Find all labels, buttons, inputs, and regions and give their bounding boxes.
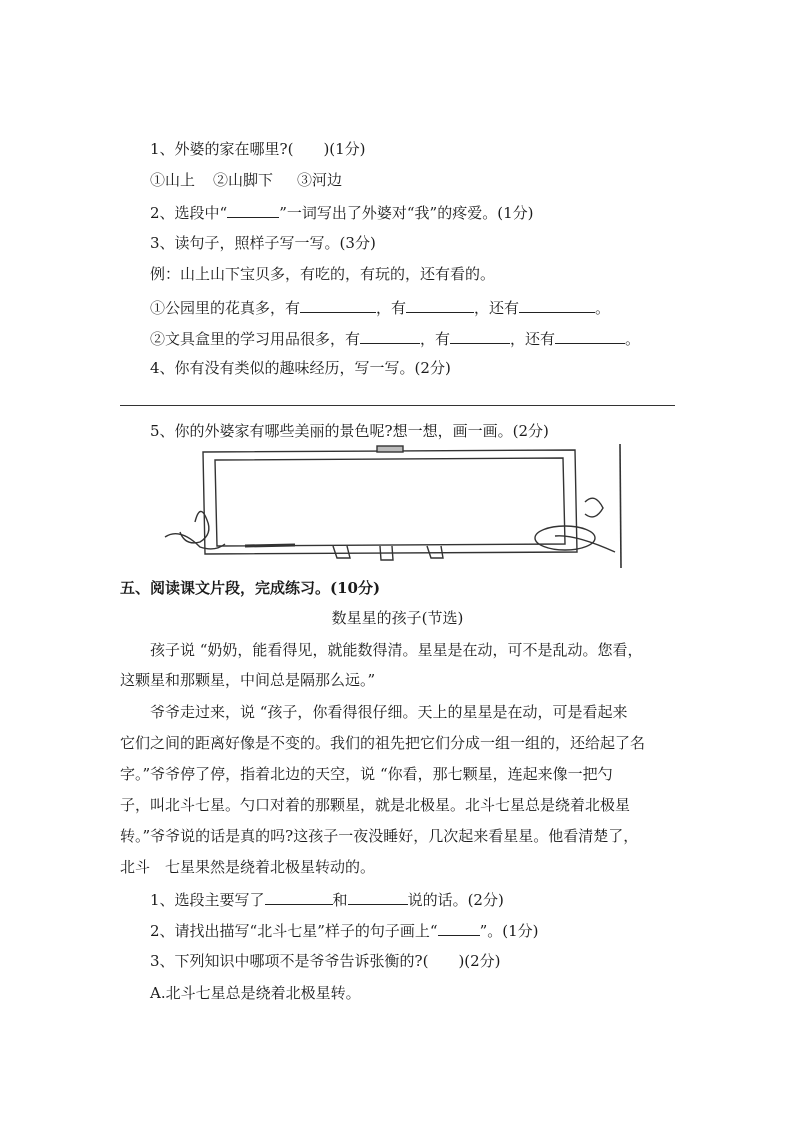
question-4-1: 1、外婆的家在哪里?( )(1分) (150, 140, 366, 158)
question-4-1-options (150, 170, 342, 190)
sentence-1: ①公园里的花真多，有 ，有 ，还有 。 (150, 296, 610, 318)
option-1: ①山上 (150, 171, 196, 189)
answer-blank[interactable] (450, 327, 510, 344)
answer-blank[interactable] (555, 327, 625, 344)
passage-line: 字。”爷爷停了停，指着北边的天空，说 “你看，那七颗星，连起来像一把勺 (120, 765, 613, 783)
passage-line: 爷爷走过来，说 “孩子，你看得很仔细。天上的星星是在动，可是看起来 (150, 703, 628, 721)
frame-leg-3 (427, 546, 443, 558)
example-sentence: 例：山上山下宝贝多，有吃的，有玩的，还有看的。 (150, 265, 496, 283)
frame-leg-1 (333, 546, 350, 558)
frame-bottom-edge (245, 545, 295, 546)
question-4-4: 4、你有没有类似的趣味经历，写一写。(2分) (150, 359, 451, 377)
question-5-2: 2、请找出描写“北斗七星”样子的句子画上“ ”。(1分) (150, 919, 538, 941)
question-4-3: 3、读句子，照样子写一写。(3分) (150, 234, 376, 252)
sentence-2: ②文具盒里的学习用品很多，有 ，有 ，还有 。 (150, 327, 640, 349)
answer-line[interactable] (120, 405, 675, 406)
passage-line: 孩子说 “奶奶，能看得见，就能数得清。星星是在动，可不是乱动。您看， (150, 641, 643, 659)
frame-side-stick (620, 444, 621, 568)
answer-blank[interactable] (227, 201, 279, 218)
leaf-right (585, 498, 603, 517)
section-5-heading: 五、阅读课文片段，完成练习。(10分) (120, 579, 381, 597)
option-3: ③河边 (297, 171, 343, 189)
passage-line: 转。”爷爷说的话是真的吗?这孩子一夜没睡好，几次起来看星星。他看清楚了， (120, 827, 639, 845)
answer-blank[interactable] (519, 296, 595, 313)
passage-line: 子，叫北斗七星。勺口对着的那颗星，就是北极星。北斗七星总是绕着北极星 (120, 796, 631, 814)
answer-blank[interactable] (406, 296, 474, 313)
question-4-2: 2、选段中“ ”一词写出了外婆对“我”的疼爱。(1分) (150, 201, 533, 223)
question-5-3: 3、下列知识中哪项不是爷爷告诉张衡的?( )(2分) (150, 952, 501, 970)
passage-line: 这颗星和那颗星，中间总是隔那么远。” (120, 671, 376, 689)
answer-blank[interactable] (265, 888, 333, 905)
answer-blank[interactable] (438, 919, 480, 936)
question-5-1: 1、选段主要写了 和 说的话。(2分) (150, 888, 504, 910)
answer-blank[interactable] (360, 327, 420, 344)
passage-line: 它们之间的距离好像是不变的。我们的祖先把它们分成一组一组的，还给起了名 (120, 734, 646, 752)
answer-blank[interactable] (300, 296, 376, 313)
branch-left (165, 534, 225, 549)
frame-top-clip (377, 446, 403, 452)
passage-line: 北斗 七星果然是绕着北极星转动的。 (120, 858, 376, 876)
option-2: ②山脚下 (213, 171, 274, 189)
passage-title: 数星星的孩子(节选) (331, 609, 464, 627)
answer-blank[interactable] (348, 888, 408, 905)
drawing-frame-illustration[interactable] (155, 442, 630, 570)
frame-outer-border (203, 450, 577, 554)
frame-inner-border (215, 458, 565, 546)
option-a[interactable]: A.北斗七星总是绕着北极星转。 (150, 984, 361, 1002)
question-4-5: 5、你的外婆家有哪些美丽的景色呢?想一想，画一画。(2分) (150, 422, 549, 440)
